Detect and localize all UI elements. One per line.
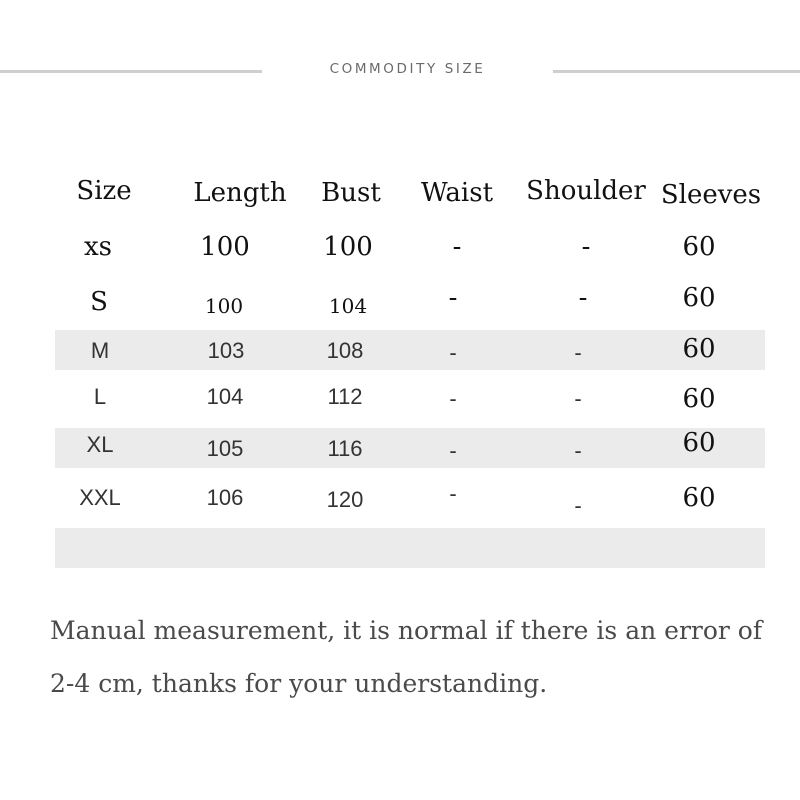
table-cell-r3-c1: 104 [206, 384, 244, 409]
column-header-bust: Bust [321, 178, 381, 208]
table-cell-r2-c0: M [90, 338, 110, 363]
table-cell-r3-c0: L [93, 384, 107, 409]
table-cell-r2-c5: 60 [682, 334, 716, 364]
table-cell-r3-c4: - [574, 386, 582, 411]
table-cell-r0-c3: - [452, 232, 462, 262]
column-header-length: Length [193, 178, 287, 208]
table-cell-r2-c1: 103 [207, 338, 245, 363]
table-cell-r5-c0: XXL [79, 485, 121, 510]
table-cell-r5-c1: 106 [206, 485, 244, 510]
table-cell-r0-c0: xs [83, 232, 113, 262]
table-cell-r2-c3: - [449, 340, 457, 365]
table-cell-r4-c0: XL [86, 432, 114, 457]
table-cell-r4-c3: - [449, 438, 457, 463]
table-cell-r5-c4: - [574, 493, 582, 518]
column-header-shoulder: Shoulder [526, 176, 646, 206]
table-cell-r4-c4: - [574, 438, 582, 463]
table-cell-r0-c1: 100 [200, 232, 250, 262]
section-title: COMMODITY SIZE [329, 61, 486, 77]
table-cell-r5-c5: 60 [682, 483, 716, 513]
table-cell-r1-c2: 104 [328, 294, 368, 318]
table-cell-r4-c2: 116 [327, 436, 363, 461]
table-cell-r0-c2: 100 [323, 232, 373, 262]
table-cell-r0-c5: 60 [682, 232, 716, 262]
table-cell-r2-c4: - [574, 340, 582, 365]
row-band [55, 428, 765, 468]
table-cell-r3-c5: 60 [682, 384, 716, 414]
row-band-empty [55, 528, 765, 568]
row-band [55, 330, 765, 370]
table-cell-r1-c4: - [578, 283, 588, 313]
table-cell-r1-c0: S [90, 287, 108, 317]
table-cell-r1-c3: - [448, 283, 458, 313]
measurement-note: Manual measurement, it is normal if there is an error of 2-4 cm, thanks for your understanding. [50, 616, 763, 698]
divider-right [553, 70, 800, 73]
column-header-size: Size [76, 176, 132, 206]
table-cell-r4-c5: 60 [682, 428, 716, 458]
table-cell-r5-c3: - [449, 481, 457, 506]
table-cell-r1-c5: 60 [682, 283, 716, 313]
column-header-waist: Waist [420, 178, 494, 208]
table-cell-r1-c1: 100 [204, 294, 244, 318]
divider-left [0, 70, 262, 73]
table-cell-r3-c2: 112 [327, 384, 363, 409]
table-cell-r3-c3: - [449, 386, 457, 411]
column-header-sleeves: Sleeves [660, 180, 762, 210]
table-cell-r0-c4: - [581, 232, 591, 262]
table-cell-r5-c2: 120 [326, 487, 364, 512]
table-cell-r2-c2: 108 [326, 338, 364, 363]
table-cell-r4-c1: 105 [206, 436, 244, 461]
